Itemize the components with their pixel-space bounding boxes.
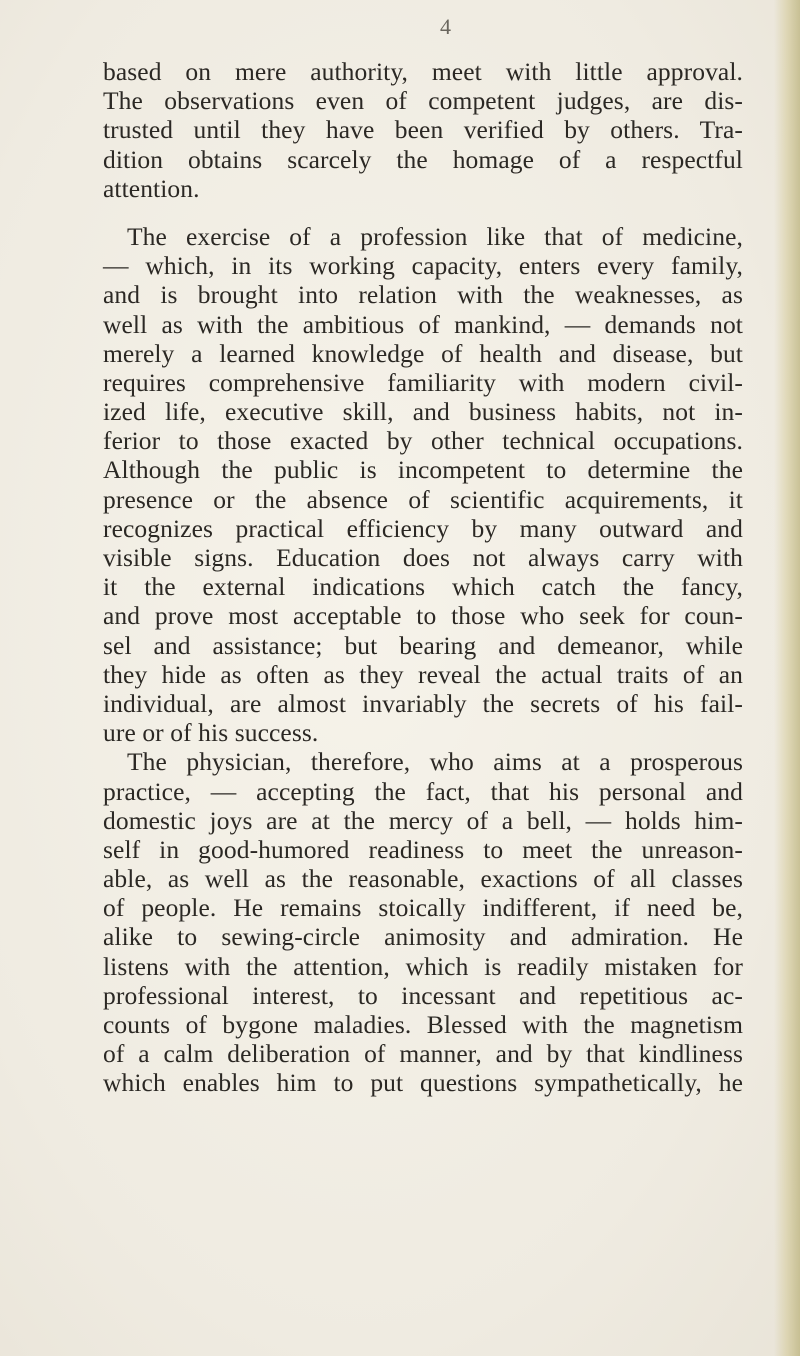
text-line: and is brought into relation with the weaknesses, as xyxy=(103,280,743,310)
text-line: ure or of his success. xyxy=(103,718,319,748)
text-line: self in good-humored readiness to meet the unreason- xyxy=(103,834,743,864)
text-line: trusted until they have been verified by others. Tra- xyxy=(103,115,743,145)
text-line: well as with the ambitious of mankind, — demands not xyxy=(103,309,743,339)
paragraph-3 xyxy=(103,747,743,1097)
paragraph-2 xyxy=(103,222,743,747)
paragraph-1 xyxy=(103,57,743,203)
text-line: alike to sewing-circle animosity and admiration. He xyxy=(103,922,743,952)
text-line: domestic joys are at the mercy of a bell, — holds him- xyxy=(103,805,743,835)
text-line: they hide as often as they reveal the actual traits of an xyxy=(103,659,743,689)
text-line: able, as well as the reasonable, exactions of all classes xyxy=(103,864,743,894)
text-line: dition obtains scarcely the homage of a respectful xyxy=(103,144,743,174)
text-line: The exercise of a profession like that of medicine, xyxy=(127,221,743,251)
text-line: sel and assistance; but bearing and demeanor, while xyxy=(103,630,743,660)
page-edge-shadow xyxy=(774,0,800,1356)
text-line: individual, are almost invariably the secrets of his fail- xyxy=(103,688,743,718)
text-line: recognizes practical efficiency by many outward and xyxy=(103,513,743,543)
text-line: counts of bygone maladies. Blessed with the magnetism xyxy=(103,1010,743,1039)
text-line: presence or the absence of scientific acquirements, it xyxy=(103,484,743,514)
text-line: professional interest, to incessant and repetitious ac- xyxy=(103,980,743,1010)
text-line: The physician, therefore, who aims at a prosperous xyxy=(127,747,743,777)
text-line: based on mere authority, meet with little approval. xyxy=(103,57,743,86)
text-line: requires comprehensive familiarity with modern civil- xyxy=(103,367,743,397)
text-line: — which, in its working capacity, enters every family, xyxy=(103,251,743,281)
text-line: Although the public is incompetent to determine the xyxy=(103,455,743,485)
text-line: The observations even of competent judges, are dis- xyxy=(103,86,743,116)
text-line: practice, — accepting the fact, that his personal and xyxy=(103,776,743,806)
text-line: of people. He remains stoically indifferent, if need be, xyxy=(103,893,743,923)
text-line: which enables him to put questions sympathetically, he xyxy=(103,1068,743,1098)
text-line: listens with the attention, which is readily mistaken for xyxy=(103,951,743,981)
text-line: merely a learned knowledge of health and disease, but xyxy=(103,338,743,368)
text-line: of a calm deliberation of manner, and by that kindliness xyxy=(103,1039,743,1069)
text-line: visible signs. Education does not always carry with xyxy=(103,543,743,572)
body-text xyxy=(103,57,743,1098)
page-number: 4 xyxy=(440,14,451,39)
text-line: attention. xyxy=(103,173,200,203)
text-line: ferior to those exacted by other technical occupations. xyxy=(103,426,743,456)
text-line: ized life, executive skill, and business habits, not in- xyxy=(103,397,743,427)
text-line: and prove most acceptable to those who seek for coun- xyxy=(103,601,743,631)
text-line: it the external indications which catch the fancy, xyxy=(103,572,743,602)
